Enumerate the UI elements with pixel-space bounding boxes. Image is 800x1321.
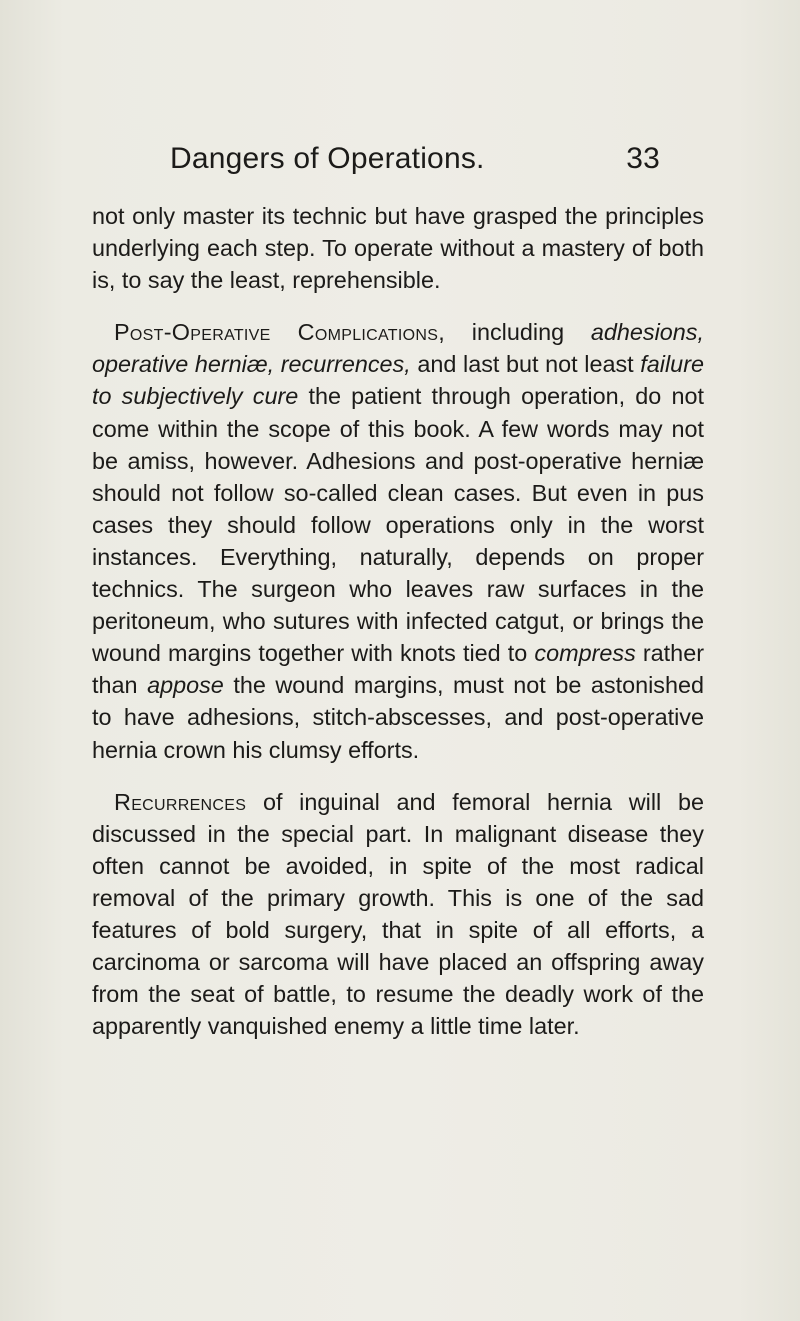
italic-run: compress (534, 640, 636, 667)
running-head (170, 142, 660, 176)
italic-run: appose (147, 672, 224, 699)
section-lead-recurrences: Recurrences (114, 788, 247, 815)
paragraph-2 (92, 316, 704, 765)
page-number: 33 (626, 142, 660, 175)
text-run: the patient through operation, do not come within the scope of this book. A few words may not be amiss, however. Adhesions and post-operative herniæ should not follow so-called clean cases. But even in pus cases they should follow operations only in the worst instances. Everything, naturally, depends on proper technics. The surgeon who leaves raw surfaces in the peritoneum, who sutures with infected catgut, or brings the wound margins together with knots tied to (92, 383, 704, 667)
paragraph-1: not only master its technic but have grasped the principles underlying each step. To operate without a mastery of both is, to say the least, reprehensible. (92, 203, 704, 294)
text-run: the wound margins, must not be astonished to have adhesions, stitch-abscesses, and post-operative hernia crown his clumsy efforts. (92, 672, 705, 763)
paragraph-3 (92, 786, 704, 1043)
running-head-title: Dangers of Operations. (170, 142, 485, 175)
text-run: of inguinal and femoral hernia will be discussed in the special part. In malignant disease they often cannot be avoided, in spite of the most radical removal of the primary growth. This is one of the sad features of bold surgery, that in spite of all efforts, a carcinoma or sarcoma will have placed an offspring away from the seat of battle, to resume the deadly work of the apparently vanquished enemy a little time later. (92, 788, 704, 1040)
italic-run: adhesions, operative herniæ, recurrences, (92, 319, 704, 378)
text-run: and last but not least (410, 351, 641, 378)
text-run: rather than (92, 640, 704, 699)
text-run: including (445, 319, 591, 346)
section-lead-post-operative: Post-Operative Complications, (114, 319, 445, 346)
body-text (92, 200, 704, 1042)
italic-run: failure to subjectively cure (92, 351, 704, 410)
